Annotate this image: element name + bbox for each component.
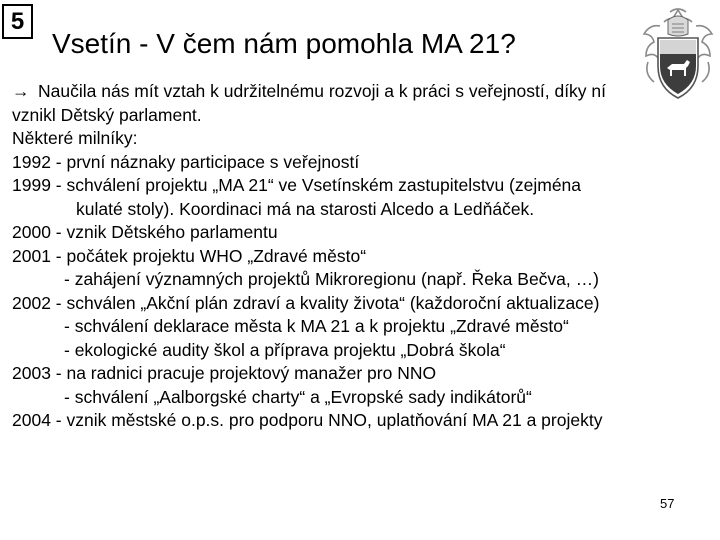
milestone-line: kulaté stoly). Koordinaci má na starosti Alcedo a Ledňáček.	[76, 198, 535, 219]
milestone-line: - schválení „Aalborgské charty“ a „Evropské sady indikátorů“	[64, 386, 532, 407]
milestone-line: 1999 - schválení projektu „MA 21“ ve Vsetínském zastupitelstvu (zejména	[12, 175, 582, 195]
page-number: 57	[660, 496, 675, 511]
intro-text: Naučila nás mít vztah k udržitelnému rozvoji a k práci s veřejností, díky ní	[38, 81, 607, 101]
slide-number-box	[2, 4, 33, 39]
milestone-line: 2004 - vznik městské o.p.s. pro podporu NNO, uplatňování MA 21 a projekty	[12, 410, 603, 430]
milestone-line: 2001 - počátek projektu WHO „Zdravé město“	[12, 245, 367, 266]
milestone-line: 1992 - první náznaky participace s veřejností	[12, 151, 360, 172]
milestone-line: 2000 - vznik Dětského parlamentu	[12, 222, 278, 242]
milestone-line: - zahájení významných projektů Mikroregionu (např. Řeka Bečva, …)	[64, 269, 599, 289]
milestone-line: 2002 - schválen „Akční plán zdraví a kvality života“ (každoroční aktualizace)	[12, 292, 600, 313]
milestones-heading: Některé milníky:	[12, 128, 138, 148]
slide-number: 5	[10, 8, 25, 35]
milestone-line: - schválení deklarace města k MA 21 a k projektu „Zdravé město“	[64, 316, 569, 336]
slide-content	[12, 80, 712, 433]
intro-line-continuation: vznikl Dětský parlament.	[12, 104, 202, 125]
milestone-line: - ekologické audity škol a příprava projektu „Dobrá škola“	[64, 339, 506, 360]
milestone-line: 2003 - na radnici pracuje projektový manažer pro NNO	[12, 363, 437, 383]
intro-line	[12, 80, 712, 104]
right-arrow-icon: →	[12, 81, 30, 101]
slide-title: Vsetín - V čem nám pomohla MA 21?	[52, 28, 516, 59]
